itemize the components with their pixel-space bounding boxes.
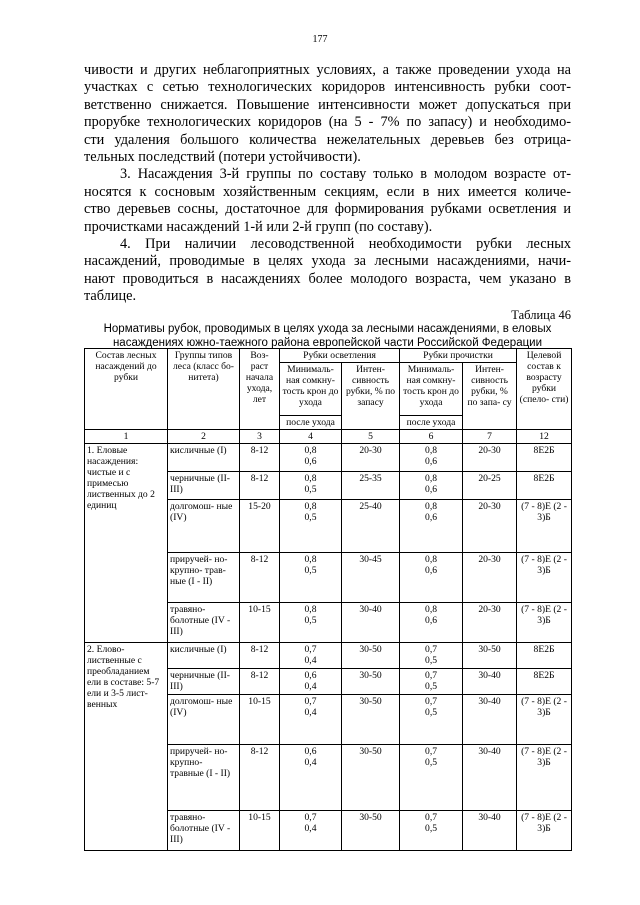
start-age: 10-15 (240, 811, 280, 851)
osv-intensity: 30-40 (342, 603, 400, 643)
start-age: 8-12 (240, 643, 280, 669)
osv-intensity: 30-50 (342, 811, 400, 851)
osv-density (280, 444, 342, 472)
page-number: 177 (312, 34, 328, 45)
text-line: носятся к сосновым хозяйственным секциям, если в них имеется количе- (84, 183, 571, 200)
osv-intensity: 30-50 (342, 745, 400, 811)
paragraph-1 (84, 62, 571, 166)
osv-min: 0,8 (304, 501, 317, 512)
osv-after: 0,4 (304, 757, 317, 768)
osv-density (280, 643, 342, 669)
header-osv-after: после ухода (280, 416, 342, 430)
pro-intensity: 20-30 (463, 444, 517, 472)
pro-density (400, 603, 463, 643)
pro-after: 0,5 (425, 681, 438, 692)
text-line: 3. Насаждения 3-й группы по составу только в молодом возрасте от- (120, 166, 571, 183)
forest-type: травяно- болотные (IV - III) (168, 603, 240, 643)
pro-intensity: 30-40 (463, 669, 517, 695)
target-composition: (7 - 8)Е (2 - 3)Б (517, 695, 572, 745)
osv-intensity: 30-50 (342, 695, 400, 745)
target-composition: 8Е2Б (517, 669, 572, 695)
pro-min: 0,7 (425, 696, 438, 707)
forest-table (84, 348, 572, 851)
text-line: нают проводиться в насаждениях более молодого возраста, чем указано в (84, 270, 571, 287)
pro-intensity: 20-25 (463, 472, 517, 500)
osv-density (280, 811, 342, 851)
target-composition: 8Е2Б (517, 472, 572, 500)
col-number: 7 (463, 430, 517, 444)
pro-min: 0,7 (425, 670, 438, 681)
osv-min: 0,7 (304, 644, 317, 655)
target-composition: (7 - 8)Е (2 - 3)Б (517, 553, 572, 603)
pro-min: 0,7 (425, 644, 438, 655)
osv-after: 0,4 (304, 681, 317, 692)
pro-after: 0,5 (425, 655, 438, 666)
osv-density (280, 500, 342, 553)
forest-type: черничные (II-III) (168, 669, 240, 695)
osv-after: 0,5 (304, 565, 317, 576)
group-name: 1. Еловые насаждения: чистые и с примесью лиственных до 2 единиц (85, 444, 168, 643)
osv-after: 0,5 (304, 484, 317, 495)
pro-density (400, 553, 463, 603)
text-line: таблице. (84, 288, 137, 305)
pro-after: 0,5 (425, 757, 438, 768)
forest-type: травяно- болотные (IV - III) (168, 811, 240, 851)
osv-min: 0,8 (304, 473, 317, 484)
header-osv-int: Интен- сивность рубки, % по запасу (342, 363, 400, 430)
forest-type: кисличные (I) (168, 643, 240, 669)
col-number: 5 (342, 430, 400, 444)
table-number: Таблица 46 (511, 308, 571, 322)
body-text (84, 62, 571, 306)
osv-min: 0,7 (304, 696, 317, 707)
col-number: 12 (517, 430, 572, 444)
target-composition: (7 - 8)Е (2 - 3)Б (517, 811, 572, 851)
osv-after: 0,4 (304, 823, 317, 834)
osv-min: 0,8 (304, 445, 317, 456)
osv-min: 0,6 (304, 670, 317, 681)
table-row (85, 643, 572, 669)
col-number: 6 (400, 430, 463, 444)
pro-density (400, 669, 463, 695)
text-line: тельных последствий (потери устойчивости). (84, 149, 361, 166)
col-number: 2 (168, 430, 240, 444)
pro-min: 0,8 (425, 501, 438, 512)
pro-after: 0,6 (425, 484, 438, 495)
pro-after: 0,6 (425, 565, 438, 576)
osv-after: 0,6 (304, 456, 317, 467)
start-age: 10-15 (240, 695, 280, 745)
pro-intensity: 20-30 (463, 553, 517, 603)
header-forest-type: Группы типов леса (класс бо- нитета) (168, 349, 240, 430)
header-osv-min: Минималь- ная сомкну- тость крон до ухода (280, 363, 342, 416)
start-age: 8-12 (240, 669, 280, 695)
header-osvetleniya: Рубки осветления (280, 349, 400, 363)
pro-after: 0,6 (425, 512, 438, 523)
pro-intensity: 30-40 (463, 811, 517, 851)
table-row (85, 444, 572, 472)
osv-min: 0,7 (304, 812, 317, 823)
pro-after: 0,6 (425, 456, 438, 467)
header-goal: Целевой состав к возрасту рубки (спело- сти) (517, 349, 572, 430)
osv-min: 0,8 (304, 554, 317, 565)
col-number: 1 (85, 430, 168, 444)
osv-density (280, 745, 342, 811)
header-age: Воз- раст начала ухода, лет (240, 349, 280, 430)
target-composition: 8Е2Б (517, 643, 572, 669)
osv-after: 0,5 (304, 512, 317, 523)
pro-density (400, 695, 463, 745)
forest-type: черничные (II-III) (168, 472, 240, 500)
header-composition: Состав лесных насаждений до рубки (85, 349, 168, 430)
caption-line: Нормативы рубок, проводимых в целях ухода за лесными насаждениями, в еловых (103, 323, 552, 335)
text-line: насаждений, проводимые в целях ухода за лесными насаждениями, начи- (84, 253, 571, 270)
pro-density (400, 811, 463, 851)
col-number: 4 (280, 430, 342, 444)
osv-density (280, 669, 342, 695)
pro-density (400, 643, 463, 669)
paragraph-2 (84, 166, 571, 236)
forest-type: кисличные (I) (168, 444, 240, 472)
start-age: 8-12 (240, 444, 280, 472)
pro-after: 0,6 (425, 615, 438, 626)
table-body (85, 444, 572, 851)
text-line: прочистками насаждений 1-й или 2-й групп (по составу). (84, 218, 433, 235)
osv-min: 0,6 (304, 746, 317, 757)
osv-intensity: 30-45 (342, 553, 400, 603)
pro-density (400, 472, 463, 500)
osv-min: 0,8 (304, 604, 317, 615)
start-age: 15-20 (240, 500, 280, 553)
text-line: сти удаления большого количества нежелательных деревьев без отрица- (84, 131, 571, 148)
osv-density (280, 695, 342, 745)
pro-density (400, 444, 463, 472)
text-line: ветственно снижается. Повышение интенсивности может допускаться при (84, 96, 571, 113)
start-age: 8-12 (240, 553, 280, 603)
forest-type: долгомош- ные (IV) (168, 500, 240, 553)
header-pro-int: Интен- сивность рубки, % по запа- су (463, 363, 517, 430)
header-pro-after: после ухода (400, 416, 463, 430)
osv-after: 0,4 (304, 707, 317, 718)
header-prochistki: Рубки прочистки (400, 349, 517, 363)
pro-min: 0,8 (425, 473, 438, 484)
pro-intensity: 30-40 (463, 745, 517, 811)
header-pro-min: Минималь- ная сомкну- тость крон до ухода (400, 363, 463, 416)
text-line: ство деревьев сосны, достаточное для формирования рубками осветления и (84, 201, 571, 218)
caption-line: насаждениях южно-таежного района европейской части Российской Федерации (112, 336, 543, 349)
pro-min: 0,8 (425, 445, 438, 456)
pro-density (400, 500, 463, 553)
pro-intensity: 30-40 (463, 695, 517, 745)
text-line: чивости и других неблагоприятных условиях, а также проведении ухода на (84, 62, 571, 78)
pro-intensity: 20-30 (463, 603, 517, 643)
pro-min: 0,8 (425, 554, 438, 565)
pro-min: 0,7 (425, 812, 438, 823)
osv-after: 0,5 (304, 615, 317, 626)
paragraph-3 (84, 236, 571, 306)
start-age: 8-12 (240, 472, 280, 500)
target-composition: (7 - 8)Е (2 - 3)Б (517, 745, 572, 811)
forest-type: приручей- но- крупно- травные (I - II) (168, 745, 240, 811)
pro-intensity: 20-30 (463, 500, 517, 553)
target-composition: (7 - 8)Е (2 - 3)Б (517, 500, 572, 553)
osv-density (280, 553, 342, 603)
target-composition: 8Е2Б (517, 444, 572, 472)
col-number: 3 (240, 430, 280, 444)
pro-min: 0,8 (425, 604, 438, 615)
osv-after: 0,4 (304, 655, 317, 666)
pro-intensity: 30-50 (463, 643, 517, 669)
forest-type: долгомош- ные (IV) (168, 695, 240, 745)
start-age: 8-12 (240, 745, 280, 811)
osv-intensity: 20-30 (342, 444, 400, 472)
osv-intensity: 25-35 (342, 472, 400, 500)
pro-density (400, 745, 463, 811)
forest-type: приручей- но- крупно- трав- ные (I - II) (168, 553, 240, 603)
start-age: 10-15 (240, 603, 280, 643)
pro-after: 0,5 (425, 823, 438, 834)
osv-density (280, 603, 342, 643)
text-line: прорубке технологических коридоров (на 5 - 7% по запасу) и необходимо- (84, 114, 571, 131)
table-caption (84, 323, 571, 350)
text-line: 4. При наличии лесоводственной необходимости рубки лесных (120, 236, 571, 253)
osv-intensity: 25-40 (342, 500, 400, 553)
osv-intensity: 30-50 (342, 669, 400, 695)
pro-after: 0,5 (425, 707, 438, 718)
osv-intensity: 30-50 (342, 643, 400, 669)
group-name: 2. Елово- лиственные с преобладанием ели в составе: 5-7 ели и 3-5 лист- венных (85, 643, 168, 851)
pro-min: 0,7 (425, 746, 438, 757)
target-composition: (7 - 8)Е (2 - 3)Б (517, 603, 572, 643)
osv-density (280, 472, 342, 500)
text-line: участках с сетью технологических коридоров интенсивность рубки соот- (84, 79, 571, 96)
